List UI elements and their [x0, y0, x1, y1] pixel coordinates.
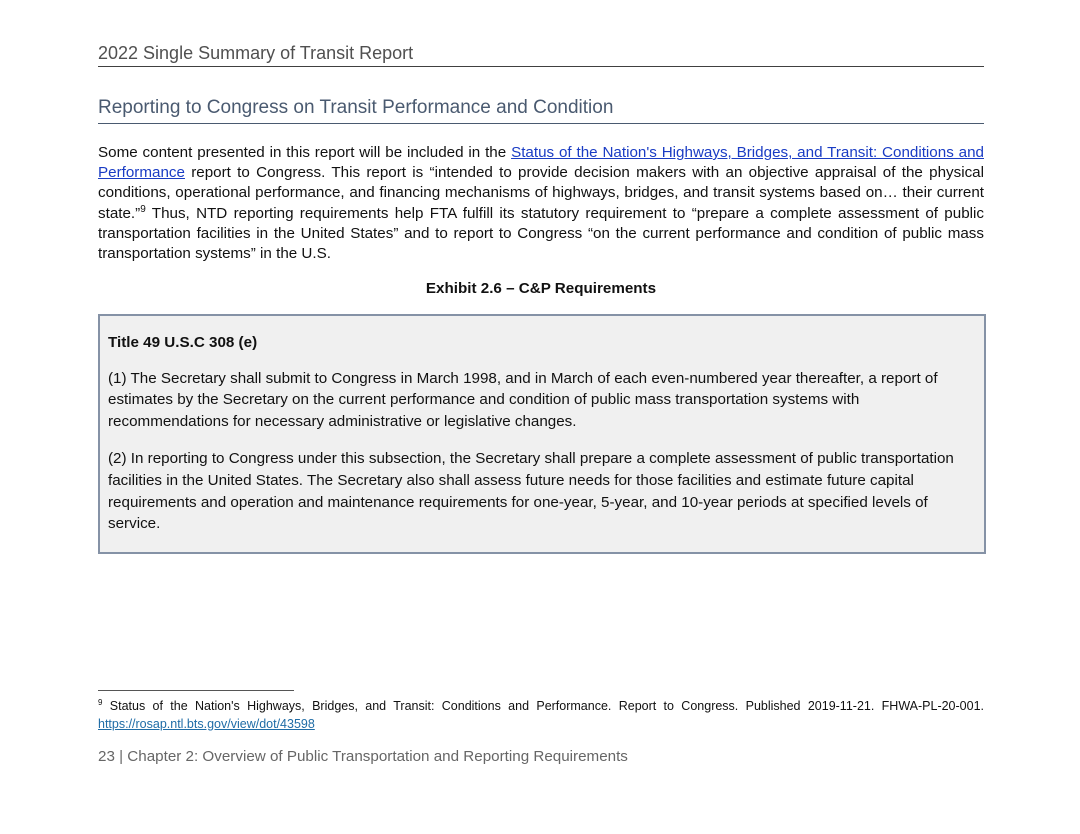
footnote: [98, 698, 984, 733]
exhibit-caption-text: Exhibit 2.6 – C&P Requirements: [425, 280, 657, 297]
cp-requirements-box: [98, 314, 986, 554]
page-number: 23: [98, 748, 115, 765]
footnote-number: 9: [98, 697, 103, 707]
exhibit-caption: [98, 279, 984, 299]
running-header-title: 2022 Single Summary of Transit Report: [98, 43, 414, 63]
footnote-text: Status of the Nation's Highways, Bridges, and Transit: Conditions and Performance. Report to Congress. Published 2019-11-21. FHWA-PL-20-001.: [102, 699, 984, 713]
footnote-url-link[interactable]: https://rosap.ntl.bts.gov/view/dot/43598: [98, 716, 315, 731]
body-paragraph: [98, 143, 984, 264]
statute-title: Title 49 U.S.C 308 (e): [108, 334, 258, 351]
footnote-separator: [98, 690, 294, 691]
section-heading-text: Reporting to Congress on Transit Performance and Condition: [98, 97, 614, 118]
cp-report-link[interactable]: Status of the Nation's Highways, Bridges, and Transit: Conditions and Performance: [98, 144, 984, 182]
body-text-3: Thus, NTD reporting requirements help FTA fulfill its statutory requirement to “prepare a complete assessment of public transportation facilities in the United States” and to report to Congress “on the current performance and condition of public mass transportation systems” in the U.S.: [98, 204, 984, 263]
footer-separator: |: [114, 748, 128, 765]
section-heading: [98, 97, 984, 124]
statute-paragraph-1: (1) The Secretary shall submit to Congress in March 1998, and in March of each even-numbered year thereafter, a report of estimates by the Secretary on the current performance and condition of public mass transportation systems with recommendations for necessary administrative or legislative changes.: [108, 369, 938, 430]
body-text-1: Some content presented in this report will be included in the: [98, 144, 512, 161]
footnote-reference[interactable]: 9: [140, 203, 146, 215]
body-text-2: report to Congress. This report is “intended to provide decision makers with an objective appraisal of the physical conditions, operational performance, and financing mechanisms of highways, bridges, and transit systems based on… their current state.”: [98, 164, 984, 222]
statute-paragraph-2: (2) In reporting to Congress under this subsection, the Secretary shall prepare a complete assessment of public transportation facilities in the United States. The Secretary also shall assess future needs for those facilities and estimate future capital requirements and operation and maintenance requirements for one-year, 5-year, and 10-year periods at specified levels of service.: [108, 450, 954, 533]
footer-chapter-title: Chapter 2: Overview of Public Transportation and Reporting Requirements: [127, 748, 628, 765]
running-header: [98, 42, 984, 67]
page-footer: [98, 747, 984, 767]
